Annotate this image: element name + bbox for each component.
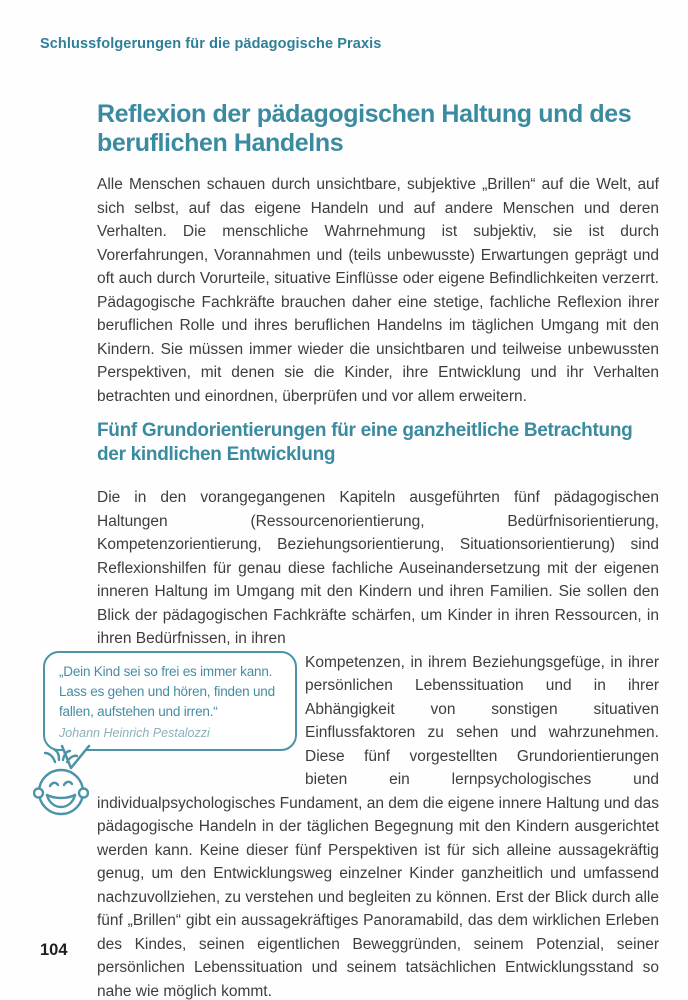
chapter-heading-line1: Reflexion der pädagogischen Haltung und des <box>97 100 632 128</box>
paragraph-grundorientierungen-part1: Die in den vorangegangenen Kapiteln ausgeführten fünf pädagogischen Haltungen (Ressourcenorientierung, Bedürfnisorientierung, Kompetenzorientierung, Beziehungsorientierung, Situationsorientierung) sind Reflexionshilfen für genau diese fachliche Auseinandersetzung mit der eigenen inneren Haltung im Umgang mit den Kindern und ihren Familien. Sie sollen den Blick der pädagogischen Fachkräfte schärfen, um Kinder in ihren Ressourcen, in ihren Bedürfnissen, in ihren <box>97 489 659 647</box>
section-heading-line2: der kindlichen Entwicklung <box>97 444 336 465</box>
chapter-heading <box>97 100 659 158</box>
quote-text: „Dein Kind sei so frei es immer kann. Lass es gehen und hören, finden und fallen, aufstehen und irren.“ <box>59 663 275 719</box>
paragraph-reflexion: Alle Menschen schauen durch unsichtbare, subjektive „Brillen“ auf die Welt, auf sich selbst, auf das eigene Handeln und auf andere Menschen und deren Verhalten. Die menschliche Wahrnehmung ist subjektiv, sie ist durch Vorerfahrungen, Vorannahmen und (teils unbewusste) Erwartungen geprägt und oft auch durch Vorurteile, situative Einflüsse oder eigene Befindlichkeiten verzerrt. Pädagogische Fachkräfte brauchen daher eine stetige, fachliche Reflexion ihrer beruflichen Rolle und ihres beruflichen Handelns im täglichen Umgang mit den Kindern. Sie müssen immer wieder die unsichtbaren und teilweise unbewussten Perspektiven, mit denen sie die Kinder, ihre Entwicklung und ihr Verhalten betrachten und einordnen, überprüfen und vor allem erweitern. <box>97 176 659 405</box>
smiling-child-icon <box>33 747 89 829</box>
paragraph-grundorientierungen-part2: Kompetenzen, in ihrem Beziehungsgefüge, in ihrer persönlichen Lebenssituation und in ihrer Abhängigkeit von sonstigen situativen Einflussfaktoren zu sehen und wahrzunehmen. Diese fünf vorgestellten Grundorientierungen bieten ein lernpsychologisches und individualpsychologisches Fundament, an dem die eigene innere Haltung und das pädagogische Handeln in der täglichen Begegnung mit den Kindern ausgerichtet werden kann. Keine dieser fünf Perspektiven ist für sich alleine aussagekräftig genug, um den Entwicklungsweg einzelner Kinder ganzheitlich und umfassend nachzuvollziehen, zu verstehen und begleiten zu können. Erst der Blick durch alle fünf „Brillen“ gibt ein aussagekräftiges Panoramabild, das dem wirklichen Erleben des Kindes, seinen eigentlichen Beweggründen, seinem Potenzial, seiner persönlichen Lebenssituation und seinem tatsächlichen Entwicklungsstand so nahe wie möglich kommt. <box>97 653 659 1000</box>
section-heading <box>97 419 659 467</box>
quote-speech-bubble <box>43 651 297 751</box>
page-number: 104 <box>40 941 68 959</box>
quote-wrap-section <box>59 651 659 1000</box>
chapter-heading-line2: beruflichen Handelns <box>97 129 344 157</box>
running-head: Schlussfolgerungen für die pädagogische Praxis <box>40 36 382 52</box>
quote-attribution: Johann Heinrich Pestalozzi <box>59 725 210 740</box>
page-content <box>59 0 659 1000</box>
section-heading-line1: Fünf Grundorientierungen für eine ganzheitliche Betrachtung <box>97 420 633 441</box>
